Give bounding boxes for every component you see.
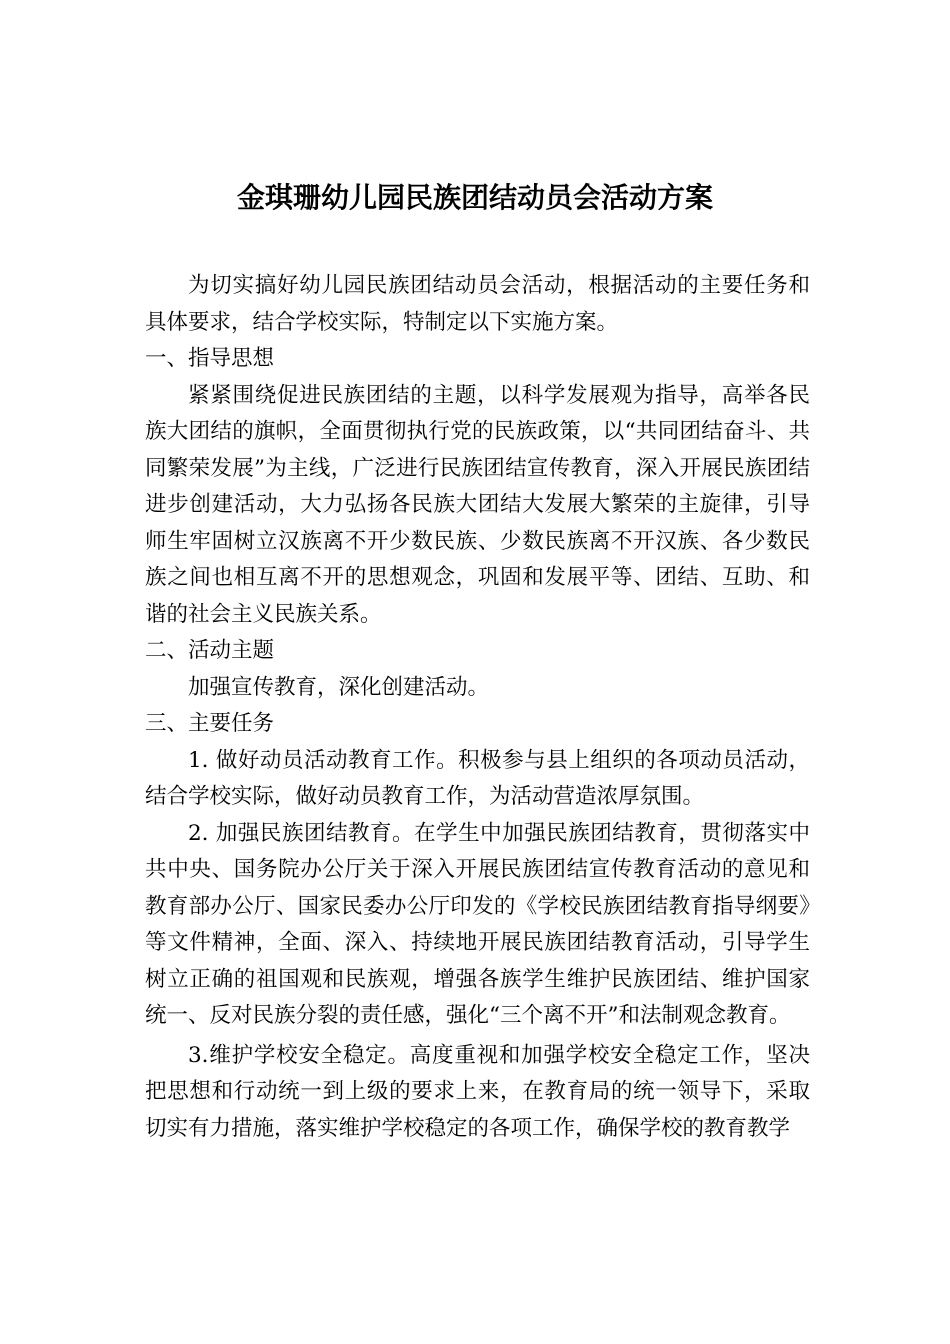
document-body bbox=[145, 268, 810, 1147]
intro-paragraph: 为切实搞好幼儿园民族团结动员会活动，根据活动的主要任务和具体要求，结合学校实际，特制定以下实施方案。 bbox=[145, 273, 810, 335]
task-item-2: 2. 加强民族团结教育。在学生中加强民族团结教育，贯彻落实中共中央、国务院办公厅关于深入开展民族团结宣传教育活动的意见和教育部办公厅、国家民委办公厅印发的《学校民族团结教育指导纲要》等文件精神，全面、深入、持续地开展民族团结教育活动，引导学生树立正确的祖国观和民族观，增强各族学生维护民族团结、维护国家统一、反对民族分裂的责任感，强化“三个离不开”和法制观念教育。 bbox=[145, 820, 810, 1028]
section-heading-guiding-ideology: 一、指导思想 bbox=[145, 346, 275, 371]
section-heading-main-tasks: 三、主要任务 bbox=[145, 711, 275, 736]
activity-theme-paragraph: 加强宣传教育，深化创建活动。 bbox=[188, 674, 490, 700]
task-item-3: 3.维护学校安全稳定。高度重视和加强学校安全稳定工作，坚决把思想和行动统一到上级的要求上来，在教育局的统一领导下，采取切实有力措施，落实维护学校稳定的各项工作，确保学校的教育教学 bbox=[145, 1042, 810, 1141]
section-heading-activity-theme: 二、活动主题 bbox=[145, 638, 275, 663]
guiding-ideology-paragraph: 紧紧围绕促进民族团结的主题，以科学发展观为指导，高举各民族大团结的旗帜，全面贯彻执行党的民族政策，以“共同团结奋斗、共同繁荣发展”为主线，广泛进行民族团结宣传教育，深入开展民族团结进步创建活动，大力弘扬各民族大团结大发展大繁荣的主旋律，引导师生牢固树立汉族离不开少数民族、少数民族离不开汉族、各少数民族之间也相互离不开的思想观念，巩固和发展平等、团结、互助、和谐的社会主义民族关系。 bbox=[145, 382, 810, 627]
document-title: 金琪珊幼儿园民族团结动员会活动方案 bbox=[236, 181, 713, 214]
task-item-1: 1. 做好动员活动教育工作。积极参与县上组织的各项动员活动，结合学校实际，做好动员教育工作，为活动营造浓厚氛围。 bbox=[145, 747, 810, 809]
